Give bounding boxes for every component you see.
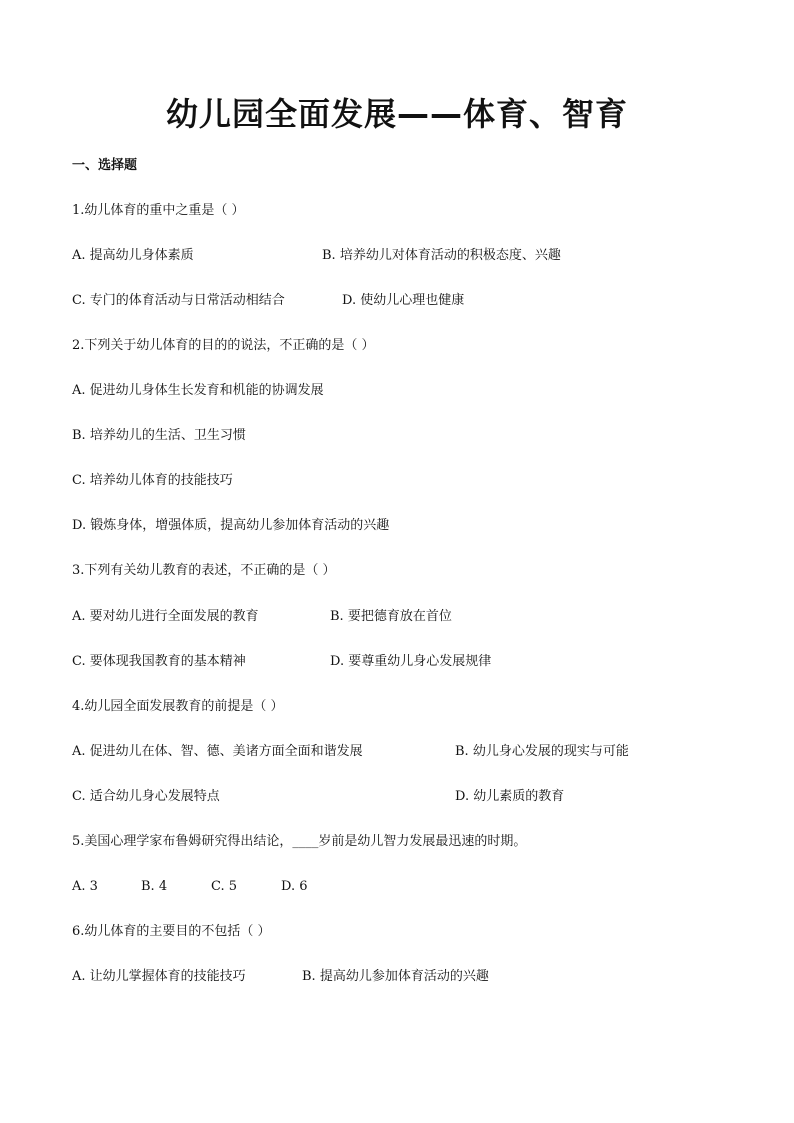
q3-option-b: B. 要把德育放在首位 bbox=[330, 609, 452, 624]
page-title: 幼儿园全面发展——体育、智育 bbox=[165, 95, 628, 133]
question-3: 3.下列有关幼儿教育的表述，不正确的是（ ） bbox=[72, 563, 336, 578]
q2-option-b: B. 培养幼儿的生活、卫生习惯 bbox=[72, 428, 246, 443]
q6-option-a: A. 让幼儿掌握体育的技能技巧 bbox=[72, 969, 246, 984]
q3-option-c: C. 要体现我国教育的基本精神 bbox=[72, 654, 246, 669]
question-1: 1.幼儿体育的重中之重是（ ） bbox=[72, 203, 245, 218]
q5-option-b: B. 4 bbox=[141, 879, 168, 894]
q4-option-b: B. 幼儿身心发展的现实与可能 bbox=[455, 744, 629, 759]
q2-option-d: D. 锻炼身体，增强体质，提高幼儿参加体育活动的兴趣 bbox=[72, 518, 390, 533]
q4-option-a: A. 促进幼儿在体、智、德、美诸方面全面和谐发展 bbox=[72, 744, 363, 759]
q3-option-a: A. 要对幼儿进行全面发展的教育 bbox=[72, 609, 259, 624]
q5-option-d: D. 6 bbox=[281, 879, 308, 894]
q1-option-c: C. 专门的体育活动与日常活动相结合 bbox=[72, 293, 285, 308]
q1-option-b: B. 培养幼儿对体育活动的积极态度、兴趣 bbox=[322, 248, 561, 263]
q5-option-a: A. 3 bbox=[72, 879, 98, 894]
q6-option-b: B. 提高幼儿参加体育活动的兴趣 bbox=[302, 969, 489, 984]
section-heading: 一、选择题 bbox=[72, 158, 138, 173]
q1-option-d: D. 使幼儿心理也健康 bbox=[342, 293, 465, 308]
q2-option-c: C. 培养幼儿体育的技能技巧 bbox=[72, 473, 233, 488]
question-4: 4.幼儿园全面发展教育的前提是（ ） bbox=[72, 699, 284, 714]
question-5: 5.美国心理学家布鲁姆研究得出结论，____岁前是幼儿智力发展最迅速的时期。 bbox=[72, 834, 527, 849]
q1-option-a: A. 提高幼儿身体素质 bbox=[72, 248, 194, 263]
q4-option-c: C. 适合幼儿身心发展特点 bbox=[72, 789, 220, 804]
question-2: 2.下列关于幼儿体育的目的的说法，不正确的是（ ） bbox=[72, 338, 375, 353]
q5-option-c: C. 5 bbox=[211, 879, 238, 894]
question-6: 6.幼儿体育的主要目的不包括（ ） bbox=[72, 924, 271, 939]
q4-option-d: D. 幼儿素质的教育 bbox=[455, 789, 565, 804]
q3-option-d: D. 要尊重幼儿身心发展规律 bbox=[330, 654, 492, 669]
q2-option-a: A. 促进幼儿身体生长发育和机能的协调发展 bbox=[72, 383, 324, 398]
